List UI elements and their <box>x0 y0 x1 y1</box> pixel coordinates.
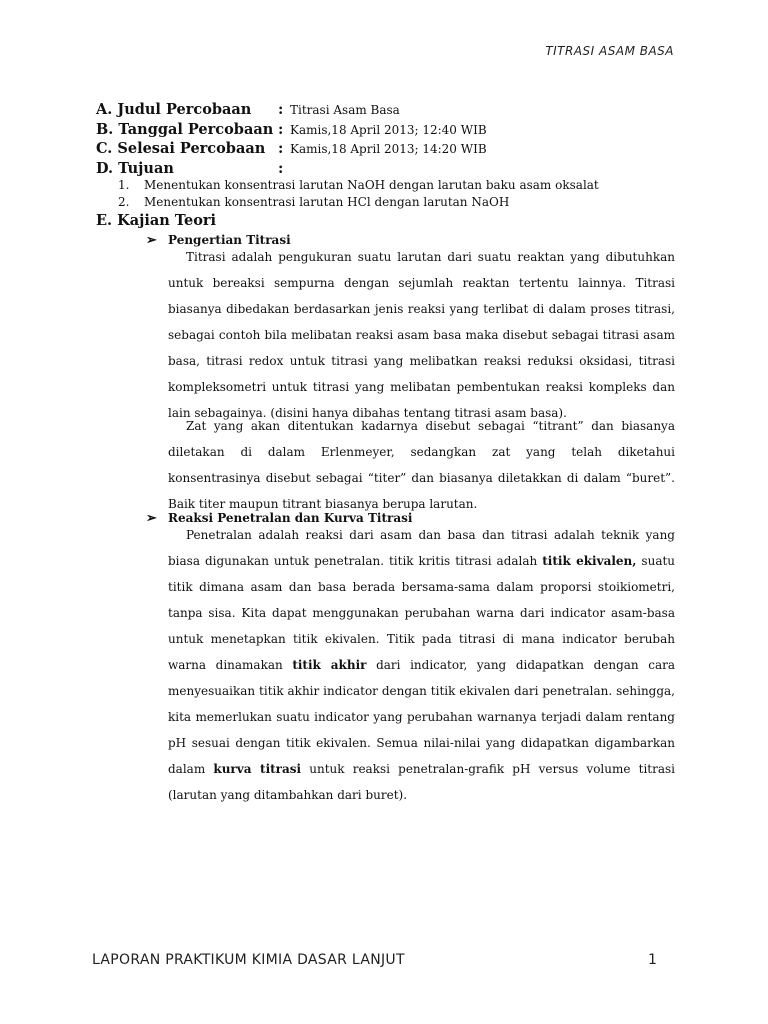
page-footer-title: LAPORAN PRAKTIKUM KIMIA DASAR LANJUT <box>92 952 405 968</box>
objective-text: Menentukan konsentrasi larutan HCl dengan larutan NaOH <box>144 195 510 209</box>
objective-text: Menentukan konsentrasi larutan NaOH dengan larutan baku asam oksalat <box>144 178 599 192</box>
section-value: Kamis,18 April 2013; 14:20 WIB <box>290 142 487 156</box>
objective-number: 2. <box>118 195 130 209</box>
paragraph-text: Zat yang akan ditentukan kadarnya disebut sebagai “titrant” dan biasanya diletakan di dalam Erlenmeyer, sedangkan zat yang telah diketahui konsentrasinya disebut sebagai “titer” dan biasanya diletakkan di dalam “buret”. Baik titer maupun titrant biasanya berupa larutan. <box>168 419 675 511</box>
objective-number: 1. <box>118 178 130 192</box>
section-label: B. Tanggal Percobaan <box>96 121 274 138</box>
section-colon: : <box>278 121 284 138</box>
section-label: A. Judul Percobaan <box>96 101 252 118</box>
section-kajian-teori <box>96 212 216 232</box>
page-number: 1 <box>648 952 657 968</box>
paragraph-titrant-titer <box>168 413 675 517</box>
section-value: Kamis,18 April 2013; 12:40 WIB <box>290 123 487 137</box>
section-tujuan <box>96 160 284 180</box>
paragraph-text: dari indicator, yang didapatkan dengan cara menyesuaikan titik akhir indicator dengan titik ekivalen dari penetralan. sehingga, kita memerlukan suatu indicator yang perubahan warnanya terjadi dalam rentang pH sesuai dengan titik ekivalen. Semua nilai-nilai yang didapatkan digambarkan dalam <box>168 658 676 776</box>
paragraph-text: Titrasi adalah pengukuran suatu larutan dari suatu reaktan yang dibutuhkan untuk bereaksi sempurna dengan sejumlah reaktan tertentu lainnya. Titrasi biasanya dibedakan berdasarkan jenis reaksi yang terlibat di dalam proses titrasi, sebagai contoh bila melibatan reaksi asam basa maka disebut sebagai titrasi asam basa, titrasi redox untuk titrasi yang melibatkan reaksi reduksi oksidasi, titrasi kompleksometri untuk titrasi yang melibatan pembentukan reaksi kompleks dan lain sebagainya. (disini hanya dibahas tentang titrasi asam basa). <box>168 250 675 420</box>
subsection-title: Pengertian Titrasi <box>168 233 291 247</box>
section-label: E. Kajian Teori <box>96 212 217 229</box>
term-titik-ekivalen: titik ekivalen, <box>542 554 637 568</box>
section-selesai-percobaan <box>96 140 487 160</box>
section-label: C. Selesai Percobaan <box>96 140 266 157</box>
paragraph-text: Penetralan adalah reaksi dari asam dan basa dan titrasi adalah teknik yang biasa digunakan untuk penetralan. titik kritis titrasi adalah <box>168 528 675 568</box>
paragraph-reaksi-penetralan <box>168 522 675 808</box>
arrow-bullet-icon: ➢ <box>146 233 157 248</box>
page-header-title: TITRASI ASAM BASA <box>545 44 674 58</box>
section-value: Titrasi Asam Basa <box>290 103 400 117</box>
section-label: D. Tujuan <box>96 160 174 177</box>
term-titik-akhir: titik akhir <box>292 658 367 672</box>
objective-item <box>118 195 509 209</box>
paragraph-text: suatu titik dimana asam dan basa berada bersama-sama dalam proporsi stoikiometri, tanpa sisa. Kita dapat menggunakan perubahan warna dari indicator asam-basa untuk menetapkan titik ekivalen. Titik pada titrasi di mana indicator berubah warna dinamakan <box>168 554 676 672</box>
arrow-bullet-icon: ➢ <box>146 511 157 526</box>
paragraph-text: untuk reaksi penetralan-grafik pH versus volume titrasi (larutan yang ditambahkan dari buret). <box>168 762 676 802</box>
paragraph-pengertian-titrasi <box>168 244 675 426</box>
section-colon: : <box>278 101 284 118</box>
section-tanggal-percobaan <box>96 121 487 141</box>
section-colon: : <box>278 140 284 157</box>
section-judul-percobaan <box>96 101 400 121</box>
term-kurva-titrasi: kurva titrasi <box>213 762 302 776</box>
objective-item <box>118 178 599 192</box>
section-colon: : <box>278 160 284 177</box>
subsection-title: Reaksi Penetralan dan Kurva Titrasi <box>168 511 413 525</box>
